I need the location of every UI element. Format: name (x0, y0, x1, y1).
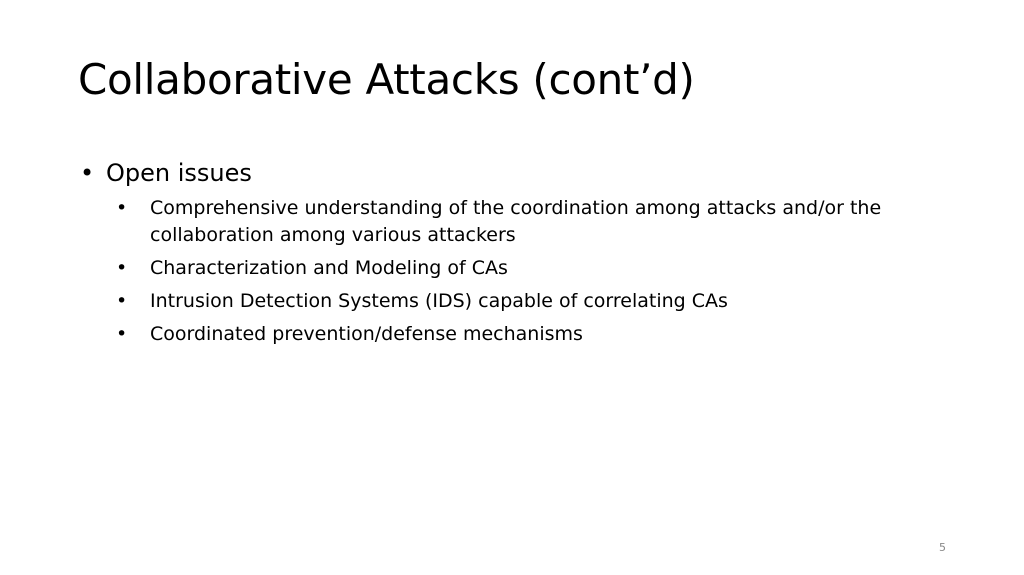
sub-bullet-item: • Coordinated prevention/defense mechanisms (150, 321, 958, 348)
sub-bullet-item: • Characterization and Modeling of CAs (150, 255, 958, 282)
bullet-text: • Open issues (106, 159, 252, 187)
sub-bullet-item: • Intrusion Detection Systems (IDS) capable of correlating CAs (150, 288, 958, 315)
slide-title: Collaborative Attacks (cont’d) (78, 55, 695, 104)
sub-bullet-item: • Comprehensive understanding of the coordination among attacks and/or the collaboration among various attackers (150, 195, 958, 249)
slide-number: 5 (939, 541, 946, 554)
slide-content (78, 155, 958, 354)
bullet-item-open-issues (78, 155, 958, 348)
bullet-list (78, 155, 958, 348)
sub-bullet-list (106, 195, 958, 348)
